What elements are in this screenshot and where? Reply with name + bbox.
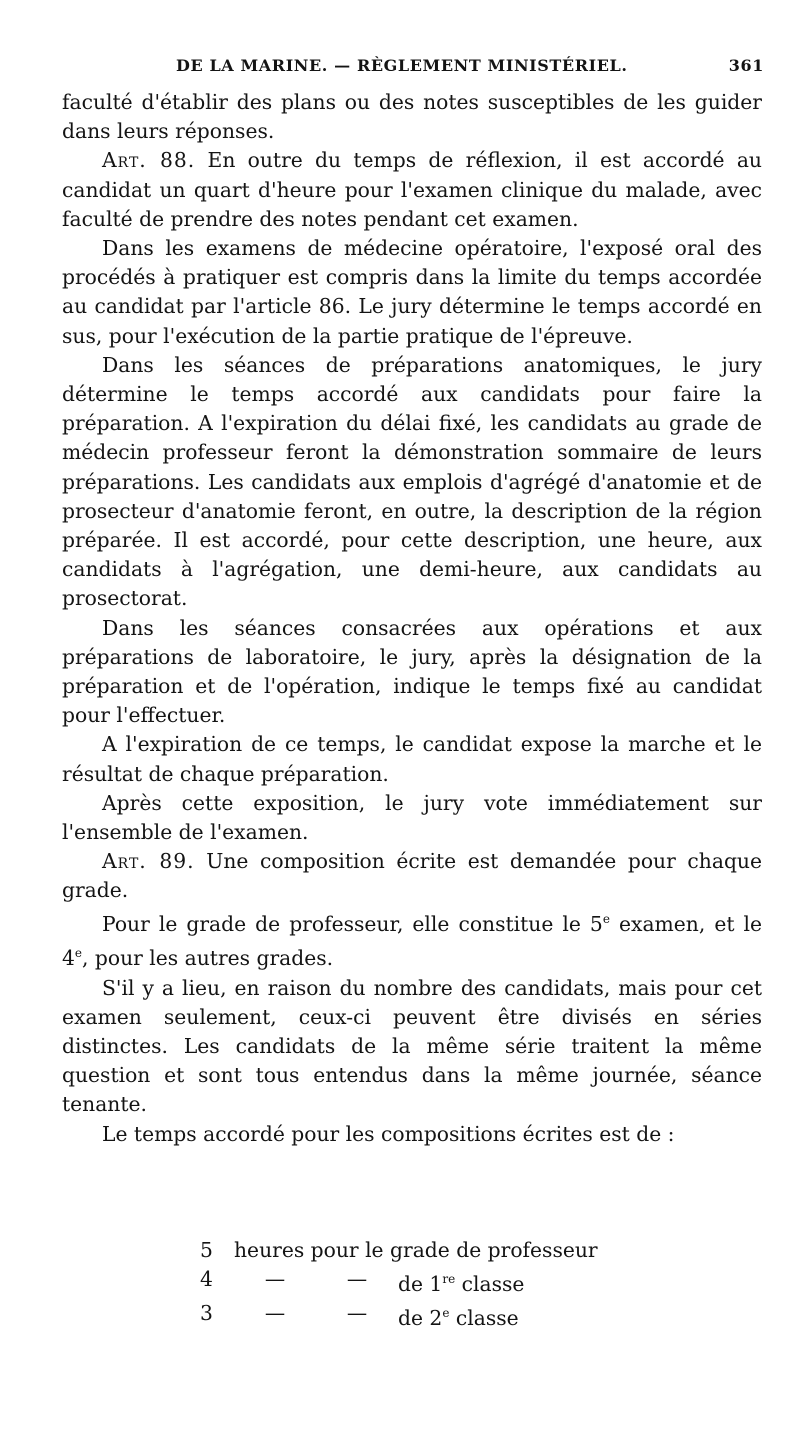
- paragraph: [62, 906, 762, 974]
- time-row: [200, 1265, 598, 1299]
- paragraph-text: Une composition écrite est demandée pour chaque grade.: [62, 849, 762, 903]
- paragraph-text: faculté d'établir des plans ou des notes susceptibles de les guider dans leurs réponses.: [62, 90, 762, 144]
- paragraph-text: Pour le grade de professeur, elle constitue le 5e examen, et le 4e, pour les autres grades.: [62, 912, 763, 971]
- time-hours: 5: [200, 1238, 213, 1262]
- paragraph: [62, 974, 762, 1120]
- running-head-right: RÈGLEMENT MINISTÉRIEL.: [356, 56, 628, 75]
- paragraph-text: Après cette exposition, le jury vote immédiatement sur l'ensemble de l'examen.: [62, 790, 762, 845]
- ditto-mark: —: [346, 1301, 368, 1326]
- running-head-left: DE LA MARINE.: [176, 56, 328, 75]
- paragraph: [62, 234, 762, 351]
- article-paragraph: [62, 146, 762, 234]
- paragraph-text: S'il y a lieu, en raison du nombre des candidats, mais pour cet examen seulement, ceux-ci peuvent être divisés en séries distinctes. Les candidats de la même série traitent la même question et sont tous entendus dans la même journée, séance tenante.: [62, 975, 762, 1117]
- time-hours: 3: [200, 1301, 213, 1326]
- ditto-mark: —: [346, 1267, 368, 1292]
- running-head-sep: —: [327, 56, 357, 75]
- paragraph-text: Dans les séances consacrées aux opérations et aux préparations de laboratoire, le jury, après la désignation de la préparation et de l'opération, indique le temps fixé au candidat pour l'effectuer.: [62, 615, 762, 728]
- article-label: Art. 88.: [102, 148, 196, 173]
- page-number: 361: [728, 56, 764, 75]
- time-row: [200, 1299, 598, 1333]
- paragraph: [62, 789, 762, 847]
- paragraph-text: Le temps accordé pour les compositions écrites est de :: [102, 1121, 675, 1146]
- paragraph-text: A l'expiration de ce temps, le candidat expose la marche et le résultat de chaque préparation.: [62, 732, 762, 786]
- time-row: [200, 1236, 598, 1265]
- ditto-mark: —: [264, 1267, 286, 1292]
- body-text: [62, 88, 762, 1149]
- time-hours: 4: [200, 1267, 213, 1292]
- paragraph-text: Dans les séances de préparations anatomiques, le jury détermine le temps accordé aux candidats pour faire la préparation. A l'expiration du délai fixé, les candidats au grade de médecin professeur feront la démonstration sommaire de leurs préparations. Les candidats aux emplois d'agrégé d'anatomie et de prosecteur d'anatomie feront, en outre, la description de la région préparée. Il est accordé, pour cette description, une heure, aux candidats à l'agrégation, une demi-heure, aux candidats au prosectorat.: [62, 352, 762, 611]
- running-head: [176, 56, 764, 75]
- ditto-mark: —: [264, 1301, 286, 1326]
- paragraph: [62, 1120, 762, 1149]
- article-paragraph: [62, 847, 762, 905]
- paragraph: [62, 614, 762, 731]
- paragraph: [62, 730, 762, 788]
- paragraph: [62, 351, 762, 614]
- article-label: Art. 89.: [102, 849, 195, 874]
- time-label: de 1re classe: [398, 1271, 525, 1296]
- time-label: heures pour le grade de professeur: [234, 1238, 598, 1262]
- paragraph: [62, 88, 762, 146]
- time-label: de 2e classe: [398, 1305, 519, 1330]
- paragraph-text: Dans les examens de médecine opératoire, l'exposé oral des procédés à pratiquer est compris dans la limite du temps accordée au candidat par l'article 86. Le jury détermine le temps accordé en sus, pour l'exécution de la partie pratique de l'épreuve.: [62, 236, 762, 348]
- time-table: [200, 1236, 598, 1333]
- paragraph-text: En outre du temps de réflexion, il est accordé au candidat un quart d'heure pour l'examen clinique du malade, avec faculté de prendre des notes pendant cet examen.: [62, 148, 762, 231]
